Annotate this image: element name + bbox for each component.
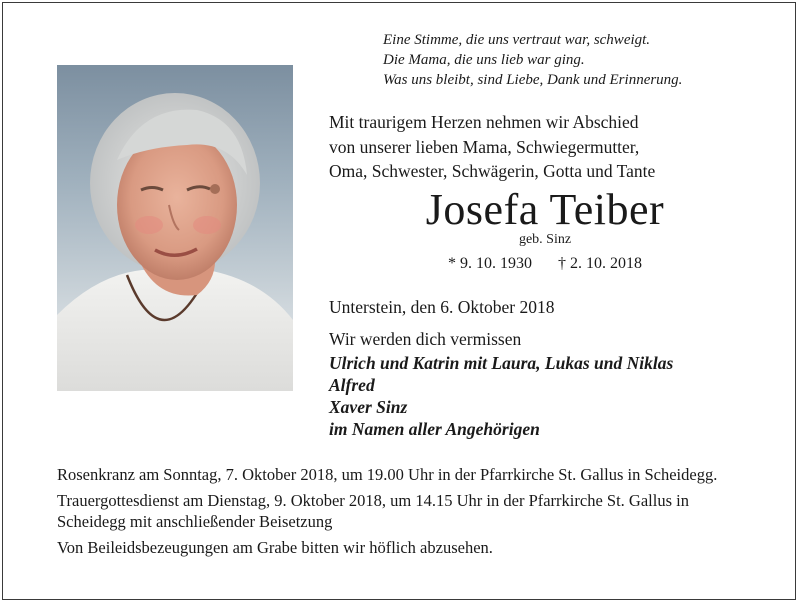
intro-line: Oma, Schwester, Schwägerin, Gotta und Tante xyxy=(329,161,656,181)
funeral-notice: Trauergottesdienst am Dienstag, 9. Oktober 2018, um 14.15 Uhr in der Pfarrkirche St. Gallus in Scheidegg mit anschließender Beisetzung xyxy=(57,491,689,531)
mourner-line: Xaver Sinz xyxy=(329,397,408,417)
place-date: Unterstein, den 6. Oktober 2018 xyxy=(329,297,555,317)
mourners-list xyxy=(329,352,769,440)
intro-line: von unserer lieben Mama, Schwiegermutter, xyxy=(329,136,640,157)
farewell-intro xyxy=(329,110,769,184)
intro-line: Mit traurigem Herzen nehmen wir Abschied xyxy=(329,112,639,132)
service-notices xyxy=(57,464,757,563)
miss-text: Wir werden dich vermissen xyxy=(329,329,522,349)
poem-line: Was uns bleibt, sind Liebe, Dank und Erinnerung. xyxy=(383,72,683,88)
birth-date: * 9. 10. 1930 xyxy=(448,255,532,272)
portrait-photo xyxy=(57,65,293,391)
deceased-name: Josefa Teiber xyxy=(425,185,665,234)
poem-line: Die Mama, die uns lieb war ging. xyxy=(383,52,585,68)
life-dates xyxy=(329,253,761,275)
mourner-line: im Namen aller Angehörigen xyxy=(329,419,540,439)
condolence-notice: Von Beileidsbezeugungen am Grabe bitten wir höflich abzusehen. xyxy=(57,538,493,557)
mourner-line: Ulrich und Katrin mit Laura, Lukas und Niklas xyxy=(329,353,674,373)
rosary-notice: Rosenkranz am Sonntag, 7. Oktober 2018, um 19.00 Uhr in der Pfarrkirche St. Gallus in Scheidegg. xyxy=(57,465,718,484)
poem xyxy=(383,30,783,90)
maiden-name: geb. Sinz xyxy=(518,232,572,247)
mourner-line: Alfred xyxy=(329,375,375,395)
poem-line: Eine Stimme, die uns vertraut war, schweigt. xyxy=(383,32,651,48)
death-date: † 2. 10. 2018 xyxy=(558,255,642,272)
